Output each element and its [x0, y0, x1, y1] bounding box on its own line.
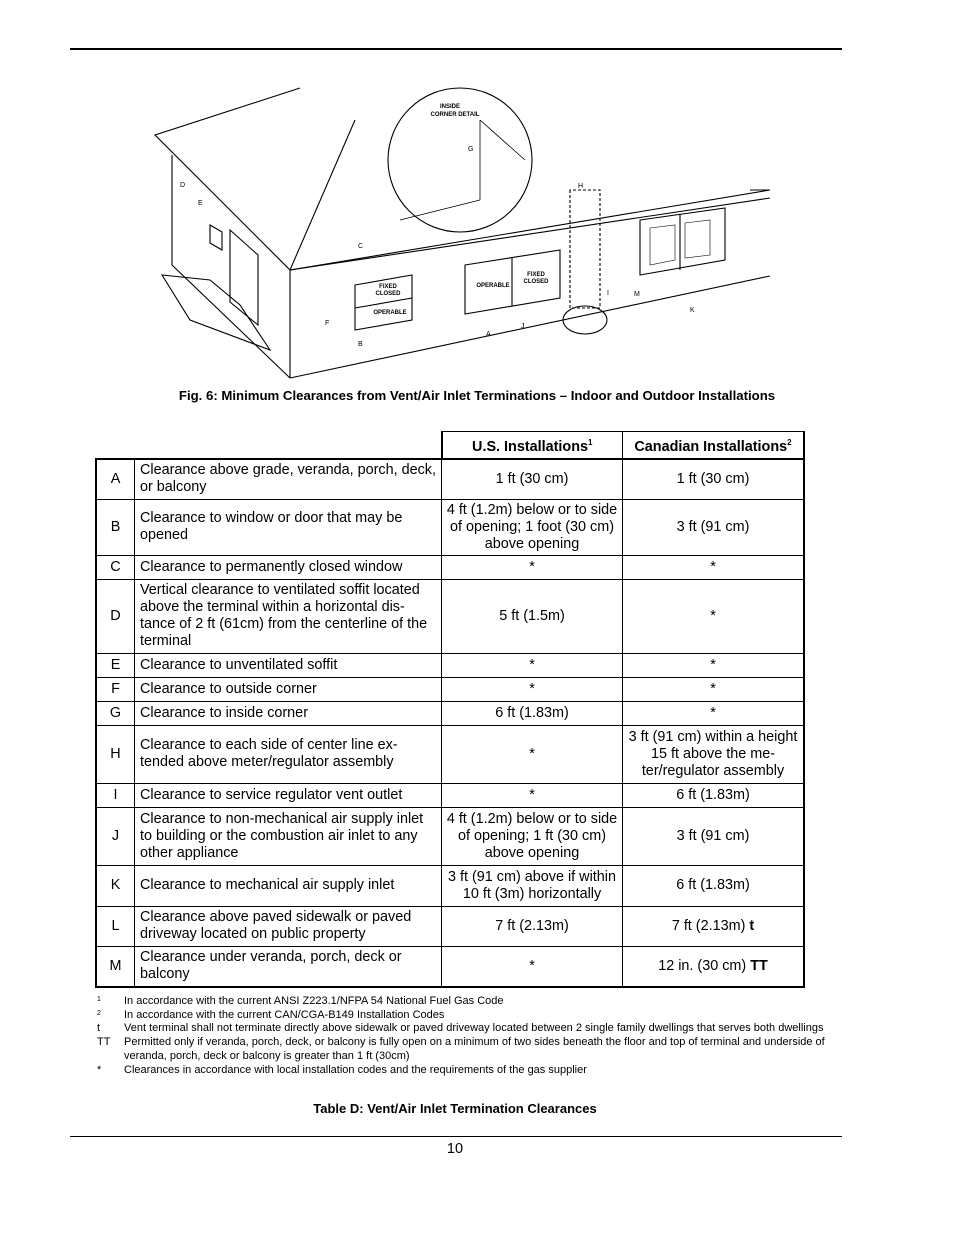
table-row — [96, 555, 804, 579]
row-canada-value — [623, 865, 805, 906]
label-closed-2: CLOSED — [523, 279, 549, 285]
footnote — [97, 995, 827, 1009]
label-j: J — [521, 323, 525, 330]
row-us-value: 4 ft (1.2m) below or to side of opening; 1 ft (30 cm) above opening — [442, 807, 623, 865]
row-letter: K — [96, 865, 135, 906]
roof-hip — [290, 120, 355, 270]
footnote-text: In accordance with the current CAN/CGA-B149 Installation Codes — [124, 1008, 445, 1021]
row-us-value: 4 ft (1.2m) below or to side of opening; 1 foot (30 cm) above opening — [442, 499, 623, 555]
footnote-mark: 2 — [97, 1009, 101, 1017]
row-description: Clearance to inside corner — [135, 701, 442, 725]
canada-value-text: * — [710, 680, 716, 697]
row-description: Clearance above paved sidewalk or paved driveway located on public property — [135, 906, 442, 946]
footnote-mark: * — [97, 1063, 102, 1076]
label-h: H — [578, 183, 584, 190]
label-fixed-2: FIXED — [527, 272, 545, 278]
row-us-value: * — [442, 725, 623, 783]
table-row — [96, 906, 804, 946]
row-canada-value — [623, 807, 805, 865]
label-i: I — [607, 290, 609, 297]
row-letter: L — [96, 906, 135, 946]
label-c: C — [358, 243, 364, 250]
footnote — [97, 1064, 827, 1078]
row-canada-value — [623, 946, 805, 987]
label-inside: INSIDE — [439, 104, 461, 110]
footnote-mark: TT — [97, 1036, 111, 1049]
label-fixed: FIXED — [379, 284, 397, 290]
row-us-value: 7 ft (2.13m) — [442, 906, 623, 946]
label-k: K — [690, 307, 695, 314]
row-description: Clearance to outside corner — [135, 677, 442, 701]
table-row — [96, 579, 804, 653]
header-blank — [96, 432, 442, 460]
table-row — [96, 459, 804, 499]
page-number: 10 — [446, 1141, 464, 1157]
bottom-rule — [70, 1136, 842, 1137]
row-us-value: 1 ft (30 cm) — [442, 459, 623, 499]
label-g: G — [468, 146, 474, 153]
table-caption: Table D: Vent/Air Inlet Termination Clearances — [313, 1101, 597, 1116]
front-wall — [290, 276, 770, 378]
meter-pipe — [570, 190, 600, 308]
house-clearance-diagram — [150, 80, 770, 380]
canada-value-text: 12 in. (30 cm) — [658, 957, 751, 974]
label-operable-2: OPERABLE — [476, 283, 510, 289]
row-canada-value — [623, 499, 805, 555]
row-description: Vertical clearance to ventilated soffit located above the terminal within a horizontal dis-tance of 2 ft (61cm) from the centerline of the terminal — [135, 579, 442, 653]
row-letter: J — [96, 807, 135, 865]
row-letter: B — [96, 499, 135, 555]
table-row — [96, 653, 804, 677]
row-description: Clearance to unventilated soffit — [135, 653, 442, 677]
row-letter: M — [96, 946, 135, 987]
footnote — [97, 1036, 827, 1063]
footnote-text: Clearances in accordance with local installation codes and the requirements of the gas supplier — [124, 1063, 587, 1076]
row-letter: D — [96, 579, 135, 653]
footnotes — [97, 995, 827, 1077]
footnote — [97, 1009, 827, 1023]
canada-value-text: * — [710, 656, 716, 673]
table-header-row — [96, 432, 804, 460]
row-canada-value — [623, 579, 805, 653]
row-description: Clearance to permanently closed window — [135, 555, 442, 579]
canada-value-text: 3 ft (91 cm) — [676, 518, 750, 535]
row-canada-value — [623, 653, 805, 677]
ground-slab — [162, 275, 270, 350]
canada-value-note: TT — [750, 957, 768, 974]
figure-caption: Fig. 6: Minimum Clearances from Vent/Air Inlet Terminations – Indoor and Outdoor Installations — [178, 388, 776, 403]
table-row — [96, 499, 804, 555]
table-row — [96, 701, 804, 725]
top-rule — [70, 48, 842, 50]
label-e: E — [198, 200, 203, 207]
row-description: Clearance to mechanical air supply inlet — [135, 865, 442, 906]
row-letter: E — [96, 653, 135, 677]
footnote-text: In accordance with the current ANSI Z223.1/NFPA 54 National Fuel Gas Code — [124, 995, 504, 1007]
row-canada-value — [623, 783, 805, 807]
label-closed: CLOSED — [375, 291, 401, 297]
row-letter: H — [96, 725, 135, 783]
left-wall — [172, 155, 290, 378]
label-m: M — [634, 291, 640, 298]
label-corner-detail: CORNER DETAIL — [430, 112, 480, 118]
row-description: Clearance to window or door that may be opened — [135, 499, 442, 555]
row-us-value: * — [442, 783, 623, 807]
row-us-value: * — [442, 677, 623, 701]
bay-window — [640, 208, 725, 275]
row-letter: C — [96, 555, 135, 579]
row-canada-value — [623, 677, 805, 701]
row-description: Clearance to each side of center line ex-tended above meter/regulator assembly — [135, 725, 442, 783]
footnote-mark: 1 — [97, 996, 101, 1003]
footnote-mark: t — [97, 1022, 101, 1035]
row-letter: G — [96, 701, 135, 725]
row-canada-value — [623, 906, 805, 946]
regulator — [563, 306, 607, 334]
row-description: Clearance under veranda, porch, deck or balcony — [135, 946, 442, 987]
table-row — [96, 677, 804, 701]
table-row — [96, 946, 804, 987]
row-us-value: * — [442, 946, 623, 987]
row-description: Clearance to service regulator vent outlet — [135, 783, 442, 807]
label-operable: OPERABLE — [373, 310, 407, 316]
label-a: A — [486, 331, 491, 338]
table-row — [96, 725, 804, 783]
label-b: B — [358, 341, 363, 348]
row-canada-value — [623, 555, 805, 579]
canada-value-note: t — [749, 917, 755, 934]
label-d: D — [180, 182, 186, 189]
canada-value-text: 3 ft (91 cm) within a height 15 ft above the me-ter/regulator assembly — [628, 728, 798, 779]
row-canada-value — [623, 725, 805, 783]
canada-value-text: 1 ft (30 cm) — [676, 470, 750, 487]
row-description: Clearance to non-mechanical air supply inlet to building or the combustion air inlet to any other appliance — [135, 807, 442, 865]
row-us-value: * — [442, 555, 623, 579]
canada-value-text: 6 ft (1.83m) — [676, 877, 750, 893]
row-description: Clearance above grade, veranda, porch, deck, or balcony — [135, 459, 442, 499]
table-row — [96, 865, 804, 906]
row-us-value: 6 ft (1.83m) — [442, 701, 623, 725]
footnote-text: Vent terminal shall not terminate directly above sidewalk or paved driveway located between 2 single family dwellings that serves both dwellings — [124, 1022, 824, 1035]
canada-value-text: 6 ft (1.83m) — [676, 786, 750, 803]
clearance-table — [95, 431, 805, 988]
row-us-value: 5 ft (1.5m) — [442, 579, 623, 653]
row-canada-value — [623, 459, 805, 499]
header-us: U.S. Installations$^1$ — [442, 432, 623, 460]
row-us-value: * — [442, 653, 623, 677]
canada-value-text: * — [710, 704, 716, 721]
row-letter: F — [96, 677, 135, 701]
footnote — [97, 1022, 827, 1036]
label-f: F — [325, 320, 330, 327]
canada-value-text: * — [710, 558, 716, 575]
canada-value-text: 3 ft (91 cm) — [676, 827, 750, 844]
row-letter: I — [96, 783, 135, 807]
footnote-text: Permitted only if veranda, porch, deck, or balcony is fully open on a minimum of two sides beneath the floor and top of terminal and underside of veranda, porch, deck or balcony is greater than 1 ft (30cm) — [124, 1036, 825, 1062]
table-row — [96, 783, 804, 807]
row-us-value: 3 ft (91 cm) above if within 10 ft (3m) horizontally — [442, 865, 623, 906]
row-canada-value — [623, 701, 805, 725]
row-letter: A — [96, 459, 135, 499]
canada-value-text: * — [710, 607, 716, 624]
header-canada: Canadian Installations$^2$ — [623, 432, 805, 460]
table-row — [96, 807, 804, 865]
canada-value-text: 7 ft (2.13m) — [671, 917, 750, 934]
